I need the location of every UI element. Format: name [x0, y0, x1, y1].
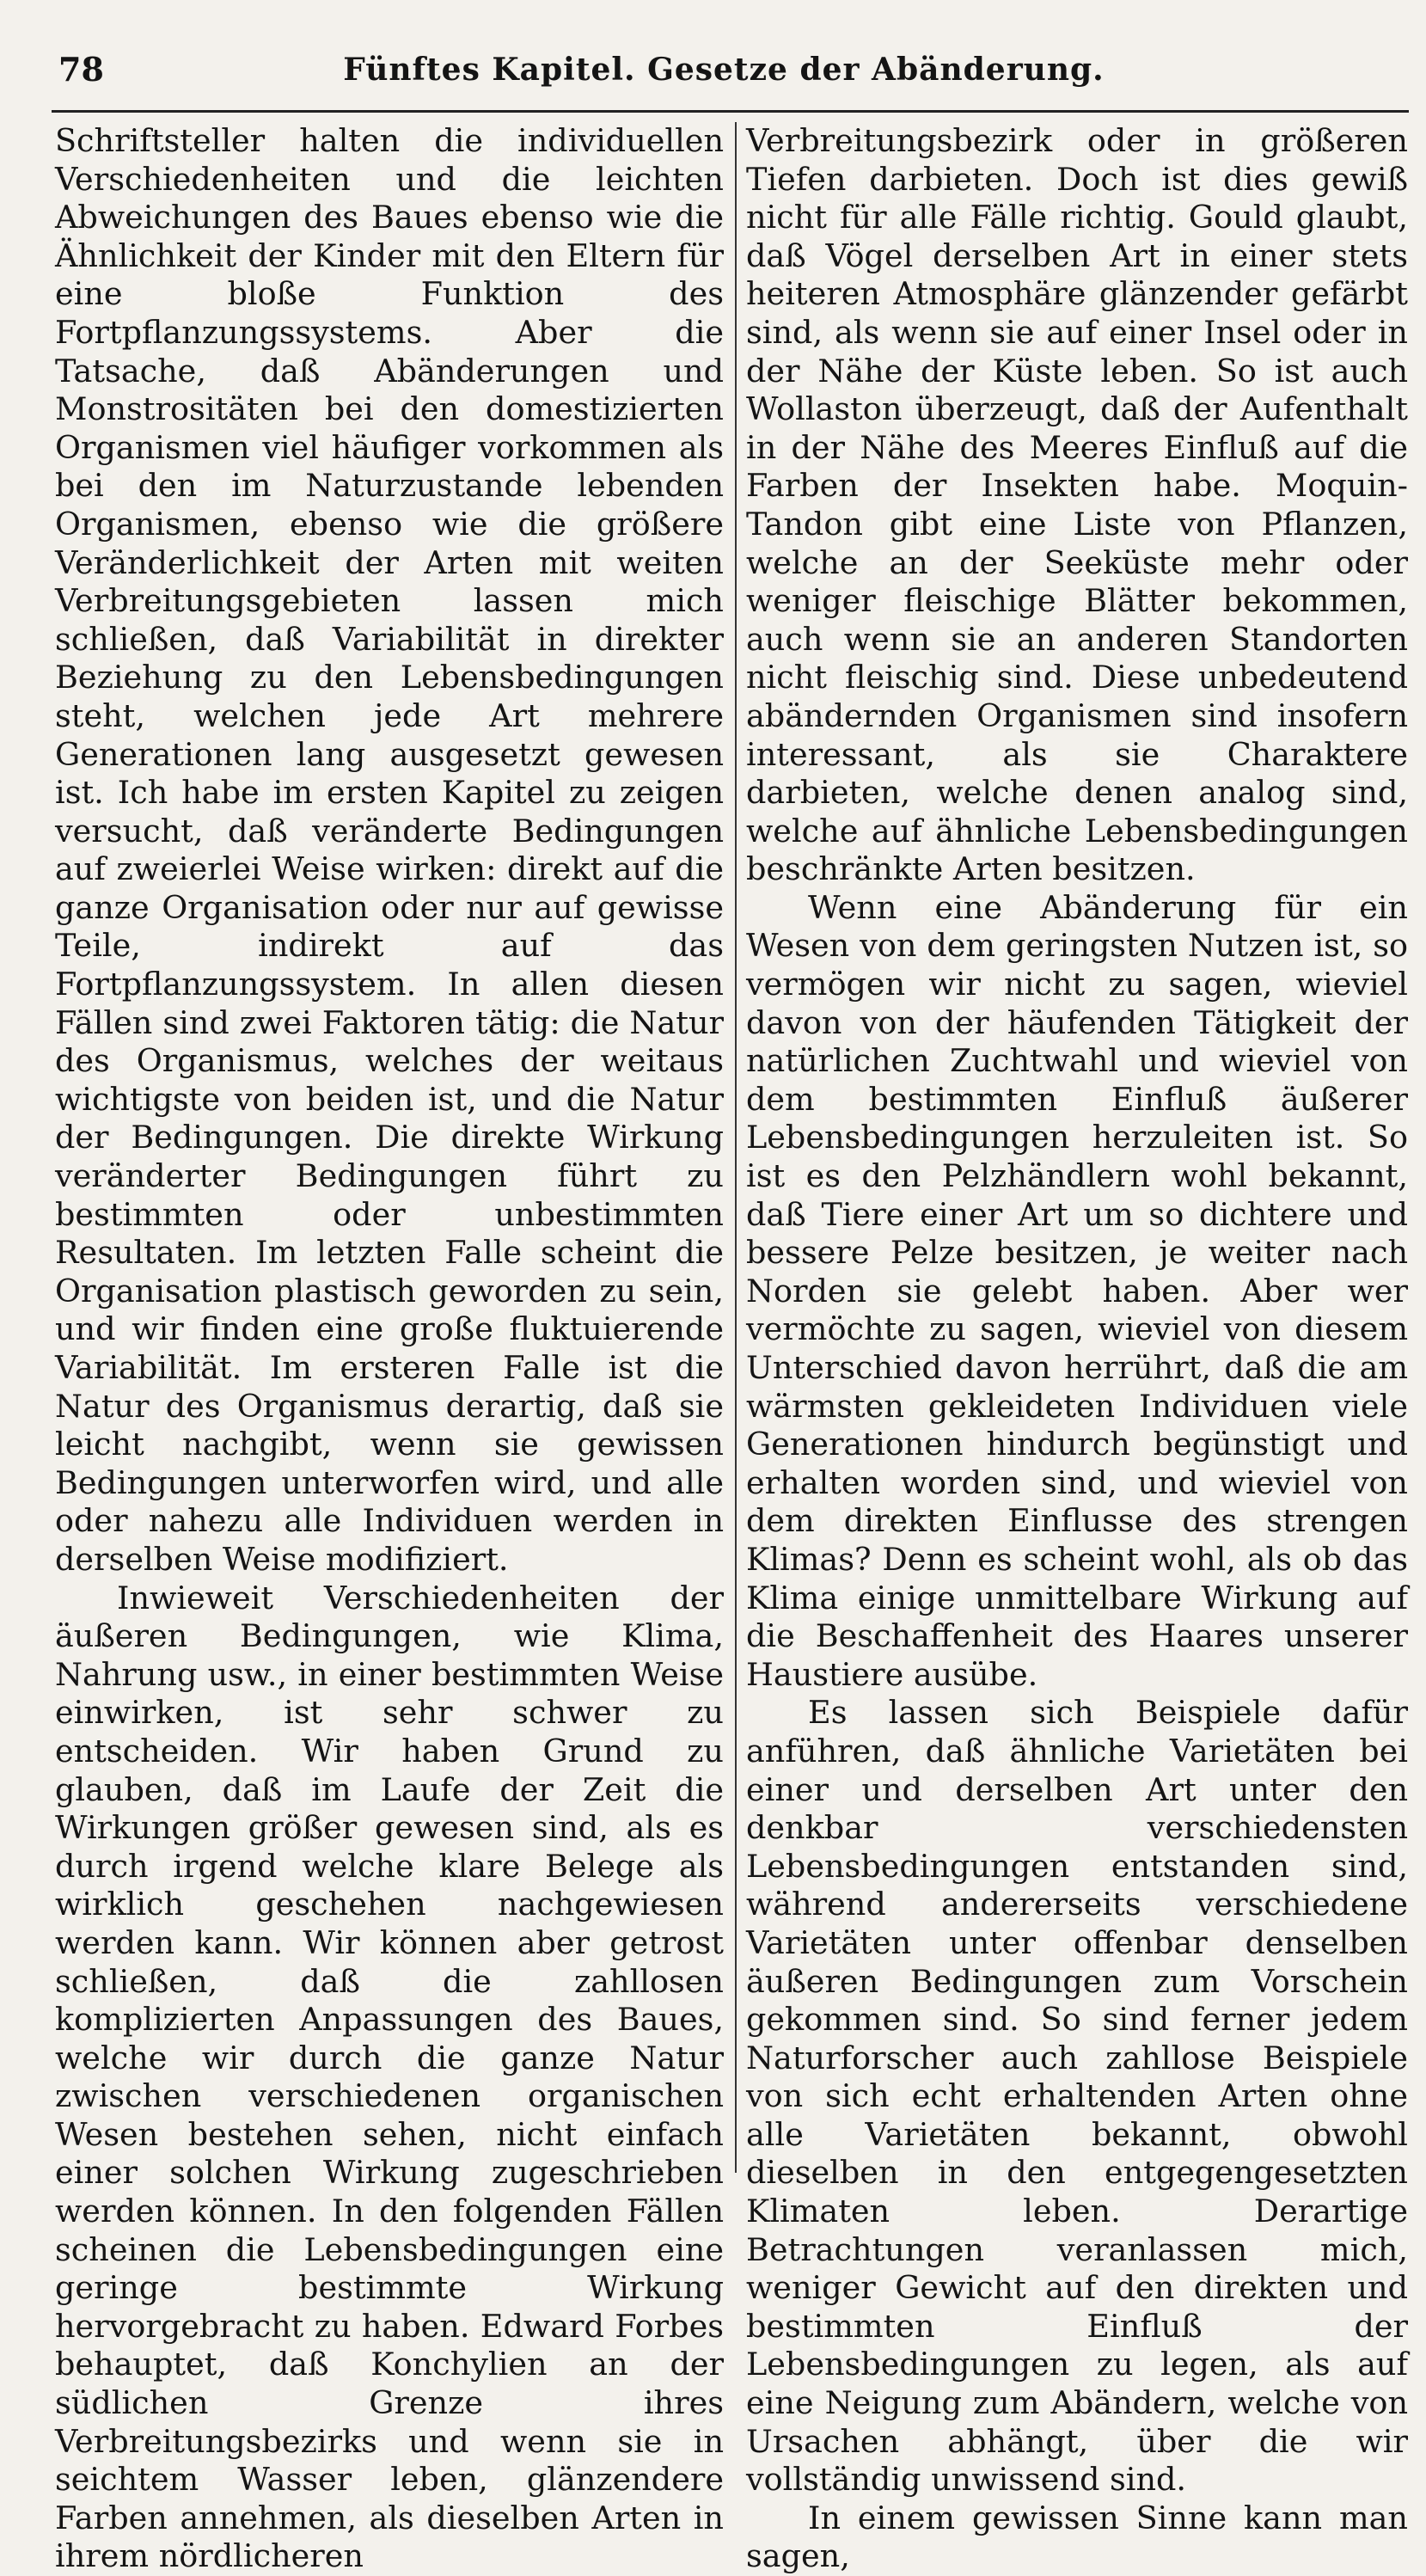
right-column — [746, 122, 1408, 2576]
paragraph: Wenn eine Abänderung für ein Wesen von dem geringsten Nutzen ist, so vermögen wir nicht zu sagen, wieviel davon von der häufenden Tätigkeit der natürlichen Zuchtwahl und wieviel von dem bestimmten Einfluß äußerer Lebensbedingungen herzuleiten ist. So ist es den Pelzhändlern wohl bekannt, daß Tiere einer Art um so dichtere und bessere Pelze besitzen, je weiter nach Norden sie gelebt haben. Aber wer vermöchte zu sagen, wieviel von diesem Unterschied davon herrührt, daß die am wärmsten gekleideten Individuen viele Generationen hindurch begünstigt und erhalten worden sind, und wieviel von dem direkten Einflusse des strengen Klimas? Denn es scheint wohl, als ob das Klima einige unmittelbare Wirkung auf die Beschaffenheit des Haares unserer Haustiere ausübe. — [746, 888, 1408, 1693]
paragraph: Es lassen sich Beispiele dafür anführen, daß ähnliche Varietäten bei einer und derselben Art unter den denkbar verschiedensten Lebensbedingungen entstanden sind, während andererseits verschiedene Varietäten unter offenbar denselben äußeren Bedingungen zum Vorschein gekommen sind. So sind ferner jedem Naturforscher auch zahllose Beispiele von sich echt erhaltenden Arten ohne alle Varietäten bekannt, obwohl dieselben in den entgegengesetzten Klimaten leben. Derartige Betrachtungen veranlassen mich, weniger Gewicht auf den direkten und bestimmten Einfluß der Lebensbedingungen zu legen, als auf eine Neigung zum Abändern, welche von Ursachen abhängt, über die wir vollständig unwissend sind. — [746, 1694, 1408, 2499]
page-number: 78 — [58, 50, 104, 89]
paragraph: Inwieweit Verschiedenheiten der äußeren Bedingungen, wie Klima, Nahrung usw., in einer bestimmten Weise einwirken, ist sehr schwer zu entscheiden. Wir haben Grund zu glauben, daß im Laufe der Zeit die Wirkungen größer gewesen sind, als es durch irgend welche klare Belege als wirklich geschehen nachgewiesen werden kann. Wir können aber getrost schließen, daß die zahllosen komplizierten Anpassungen des Baues, welche wir durch die ganze Natur zwischen verschiedenen organischen Wesen bestehen sehen, nicht einfach einer solchen Wirkung zugeschrieben werden können. In den folgenden Fällen scheinen die Lebensbedingungen eine geringe bestimmte Wirkung hervorgebracht zu haben. Edward Forbes behauptet, daß Konchylien an der südlichen Grenze ihres Verbreitungsbezirks und wenn sie in seichtem Wasser leben, glänzendere Farben annehmen, als dieselben Arten in ihrem nördlicheren — [55, 1579, 724, 2575]
header-rule — [52, 110, 1409, 113]
running-head: Fünftes Kapitel. Gesetze der Abänderung. — [343, 52, 1105, 88]
column-divider — [735, 122, 737, 2173]
paragraph: Verbreitungsbezirk oder in größeren Tiefen darbieten. Doch ist dies gewiß nicht für alle Fälle richtig. Gould glaubt, daß Vögel derselben Art in einer stets heiteren Atmosphäre glänzender gefärbt sind, als wenn sie auf einer Insel oder in der Nähe der Küste leben. So ist auch Wollaston überzeugt, daß der Aufenthalt in der Nähe des Meeres Einfluß auf die Farben der Insekten habe. Moquin-Tandon gibt eine Liste von Pflanzen, welche an der Seeküste mehr oder weniger fleischige Blätter bekommen, auch wenn sie an anderen Standorten nicht fleischig sind. Diese unbedeutend abändernden Organismen sind insofern interessant, als sie Charaktere darbieten, welche denen analog sind, welche auf ähnliche Lebensbedingungen beschränkte Arten besitzen. — [746, 122, 1408, 888]
page-header — [52, 50, 1396, 101]
left-column — [55, 122, 724, 2576]
paragraph: Schriftsteller halten die individuellen Verschiedenheiten und die leichten Abweichungen des Baues ebenso wie die Ähnlichkeit der Kinder mit den Eltern für eine bloße Funktion des Fortpflanzungssystems. Aber die Tatsache, daß Abänderungen und Monstrositäten bei den domestizierten Organismen viel häufiger vorkommen als bei den im Naturzustande lebenden Organismen, ebenso wie die größere Veränderlichkeit der Arten mit weiten Verbreitungsgebieten lassen mich schließen, daß Variabilität in direkter Beziehung zu den Lebensbedingungen steht, welchen jede Art mehrere Generationen lang ausgesetzt gewesen ist. Ich habe im ersten Kapitel zu zeigen versucht, daß veränderte Bedingungen auf zweierlei Weise wirken: direkt auf die ganze Organisation oder nur auf gewisse Teile, indirekt auf das Fortpflanzungssystem. In allen diesen Fällen sind zwei Faktoren tätig: die Natur des Organismus, welches der weitaus wichtigste von beiden ist, und die Natur der Bedingungen. Die direkte Wirkung veränderter Bedingungen führt zu bestimmten oder unbestimmten Resultaten. Im letzten Falle scheint die Organisation plastisch geworden zu sein, und wir finden eine große fluktuierende Variabilität. Im ersteren Falle ist die Natur des Organismus derartig, daß sie leicht nachgibt, wenn sie gewissen Bedingungen unterworfen wird, und alle oder nahezu alle Individuen werden in derselben Weise modifiziert. — [55, 122, 724, 1578]
paragraph: In einem gewissen Sinne kann man sagen, — [746, 2499, 1408, 2575]
